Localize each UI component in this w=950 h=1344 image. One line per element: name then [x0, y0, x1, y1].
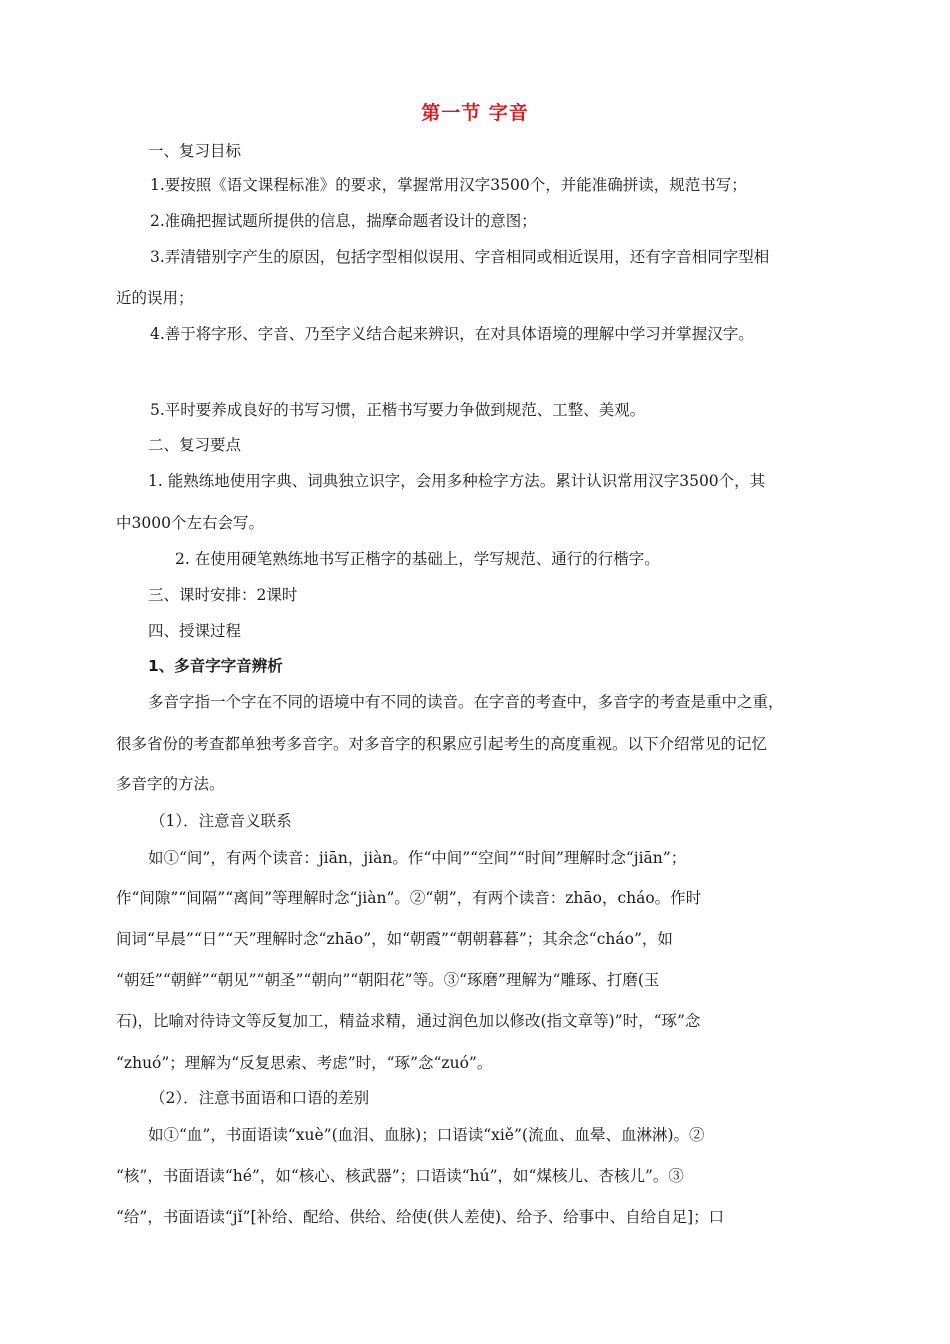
- subheading-meaning-link: （1）．注意音义联系: [150, 812, 292, 830]
- goal-item-3: 3.弄清错别字产生的原因，包括字型相似误用、字音相同或相近误用，还有字音相同字型相: [150, 248, 770, 266]
- subheading-written-spoken: （2）．注意书面语和口语的差别: [150, 1089, 370, 1107]
- point-item-2: 2. 在使用硬笔熟练地书写正楷字的基础上，学写规范、通行的行楷字。: [175, 550, 660, 568]
- paragraph-line: “zhuó”；理解为“反复思索、考虑”时，“琢”念“zuó”。: [116, 1054, 493, 1072]
- paragraph-line: “朝廷”“朝鲜”“朝见”“朝圣”“朝向”“朝阳花”等。③“琢磨”理解为“雕琢、打磨(玉: [116, 971, 660, 989]
- paragraph-line: 多音字指一个字在不同的语境中有不同的读音。在字音的考查中，多音字的考查是重中之重，: [148, 693, 784, 711]
- page-title: 第一节 字音: [421, 102, 529, 124]
- point-item-1-cont: 中3000个左右会写。: [116, 514, 264, 532]
- paragraph-line: 多音字的方法。: [116, 775, 225, 793]
- paragraph-line: 间词“早晨”“日”“天”理解时念“zhāo”，如“朝霞”“朝朝暮暮”；其余念“cháo”，如: [116, 930, 673, 948]
- goal-item-5: 5.平时要养成良好的书写习惯，正楷书写要力争做到规范、工整、美观。: [150, 401, 646, 419]
- heading-teaching-process: 四、授课过程: [148, 622, 242, 640]
- paragraph-line: 如①“间”，有两个读音：jiān，jiàn。作“中间”“空间”“时间”理解时念“jiān”；: [148, 849, 687, 867]
- goal-item-4: 4.善于将字形、字音、乃至字义结合起来辨识，在对具体语境的理解中学习并掌握汉字。: [150, 325, 754, 343]
- paragraph-line: 石)，比喻对待诗文等反复加工，精益求精，通过润色加以修改(指文章等)”时，“琢”念: [116, 1012, 701, 1030]
- paragraph-line: 很多省份的考查都单独考多音字。对多音字的积累应引起考生的高度重视。以下介绍常见的记忆: [116, 735, 768, 753]
- goal-item-1: 1.要按照《语文课程标准》的要求，掌握常用汉字3500个，并能准确拼读，规范书写；: [150, 176, 747, 194]
- point-item-1: 1. 能熟练地使用字典、词典独立识字，会用多种检字方法。累计认识常用汉字3500个，其: [148, 472, 766, 490]
- heading-review-goals: 一、复习目标: [148, 142, 242, 160]
- goal-item-3-cont: 近的误用；: [116, 289, 194, 307]
- paragraph-line: 作“间隙”“间隔”“离间”等理解时念“jiàn”。②“朝”，有两个读音：zhāo，cháo。作时: [116, 889, 702, 907]
- paragraph-line: “给”，书面语读“jǐ”[补给、配给、供给、给使(供人差使)、给予、给事中、自给自足]；口: [116, 1208, 725, 1226]
- subheading-polyphonic: 1、多音字字音辨析: [148, 657, 283, 675]
- heading-review-points: 二、复习要点: [148, 436, 242, 454]
- paragraph-line: “核”，书面语读“hé”，如“核心、核武器”；口语读“hú”，如“煤核儿、杏核儿”。③: [116, 1167, 684, 1185]
- heading-schedule: 三、课时安排：2课时: [148, 586, 298, 604]
- goal-item-2: 2.准确把握试题所提供的信息，揣摩命题者设计的意图；: [150, 212, 537, 230]
- paragraph-line: 如①“血”，书面语读“xuè”(血泪、血脉)；口语读“xiě”(流血、血晕、血淋淋)。②: [148, 1126, 705, 1144]
